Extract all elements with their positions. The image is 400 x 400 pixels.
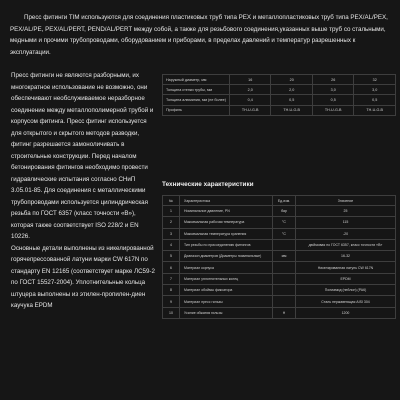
row-value: 115: [296, 217, 396, 228]
row-num: 6: [163, 262, 180, 273]
row-unit: [273, 239, 296, 250]
row-unit: мм: [273, 251, 296, 262]
row-value: 1200: [296, 307, 396, 318]
table-cell: 0,5: [312, 95, 354, 105]
row-value: 16-32: [296, 251, 396, 262]
row-num: 1: [163, 206, 180, 217]
row-name: Усилие обжатия гильзы: [180, 307, 273, 318]
table-cell: 16: [229, 75, 271, 85]
table-row: [163, 296, 396, 307]
intro-paragraph: Пресс фитинги TIM используются для соединения пластиковых труб типа PEX и металлопластиковых труб типа PEX/AL/PEX, PEX/AL/PE, PEX/AL/PERT, PEND/AL/PERT между собой, а также для резьбового соединения,указанных выше труб со стальными, медными и прочими трубопроводами, оборудованием и приборами, в пределах давлений и температур разрешенных к эксплуатации.: [10, 14, 388, 56]
table-row: [163, 228, 396, 239]
row-name: Максимальная рабочая температура: [180, 217, 273, 228]
row-num: 3: [163, 228, 180, 239]
description-paragraph-1: Пресс фитинги не являются разборными, их многократное использование не возможно, они обеспечивают необслуживаемое неразборное соединение между металлополимерной трубой и корпусом фитинга. Пресс фитинг используется для открытого и скрытого методов разводки, фитинг разрешается замоноличивать в строительные конструкции. Перед началом бетонирования фитингов необходимо провести гидравлические испытания согласно СНиП 3.05.01-85. Для соединения с металлическими трубопроводами используется цилиндрическая резьба по ГОСТ 6357 (класс точности «В»), которая также соответствует ISO 228/2 и EN 10226.: [11, 72, 154, 240]
row-name: Номинальное давление, PN: [180, 206, 273, 217]
row-unit: Н: [273, 307, 296, 318]
table-cell: 0,5: [271, 95, 313, 105]
row-value: Полиамид (нейлон) (PA6): [296, 285, 396, 296]
table-cell: TH-U-G-B: [312, 105, 354, 115]
row-value: 25: [296, 206, 396, 217]
row-unit: [273, 296, 296, 307]
row-value: дюймовая по ГОСТ 6357, класс точности «В»: [296, 239, 396, 250]
table-cell: 2,0: [229, 85, 271, 95]
row-value: Сталь нержавеющая AISI 304: [296, 296, 396, 307]
header-num: №: [163, 196, 180, 206]
header-value: Значение: [296, 196, 396, 206]
row-label: Толщина стенки трубы, мм: [163, 85, 230, 95]
description-column: [11, 70, 157, 312]
table-row: [163, 239, 396, 250]
row-name: Материал корпуса: [180, 262, 273, 273]
row-label: Толщина алюминия, мм (не более): [163, 95, 230, 105]
table-row: [163, 206, 396, 217]
row-value: EPDM: [296, 273, 396, 284]
row-num: 2: [163, 217, 180, 228]
table-row: [163, 285, 396, 296]
table-row: [163, 307, 396, 318]
row-unit: [273, 285, 296, 296]
table-row: [163, 251, 396, 262]
table-row: [163, 85, 396, 95]
header-unit: Ед.изм.: [273, 196, 296, 206]
table-cell: 20: [271, 75, 313, 85]
row-num: 5: [163, 251, 180, 262]
table-header-row: [163, 196, 396, 206]
table-row: [163, 273, 396, 284]
row-name: Диапазон диаметров (Диаметры номинальные): [180, 251, 273, 262]
row-num: 9: [163, 296, 180, 307]
row-name: Материал обоймы фиксатора: [180, 285, 273, 296]
table-cell: 3,0: [354, 85, 396, 95]
pipe-dimensions-table: [162, 74, 396, 116]
row-num: 4: [163, 239, 180, 250]
table-row: [163, 75, 396, 85]
table-row: [163, 95, 396, 105]
row-value: Никелированная латунь CW 617N: [296, 262, 396, 273]
row-num: 8: [163, 285, 180, 296]
table-cell: TH-U-G-B: [271, 105, 313, 115]
row-unit: °С: [273, 217, 296, 228]
row-unit: °С: [273, 228, 296, 239]
table-row: [163, 217, 396, 228]
section-title: Технические характеристики: [162, 181, 254, 188]
row-unit: [273, 273, 296, 284]
table-cell: TH-U-G-B: [354, 105, 396, 115]
table-cell: 0,4: [229, 95, 271, 105]
header-name: Характеристика: [180, 196, 273, 206]
table-row: [163, 105, 396, 115]
table-row: [163, 262, 396, 273]
row-name: Материал пресс гильзы: [180, 296, 273, 307]
table-cell: TH-U-G-B: [229, 105, 271, 115]
row-num: 7: [163, 273, 180, 284]
row-unit: бар: [273, 206, 296, 217]
technical-specs-table: [162, 195, 396, 319]
table-cell: 26: [312, 75, 354, 85]
row-name: Тип резьбы по присоединению фитингов: [180, 239, 273, 250]
table-cell: 0,5: [354, 95, 396, 105]
description-paragraph-2: Основные детали выполнены из никелированной горячепрессованной латуни марки CW 617N по стандарту EN 12165 (соответствует марке ЛС59-2 по ГОСТ 15527-2004). Уплотнительные кольца штуцера выполнены из этилен-пропилен-диен каучука EPDM: [11, 244, 155, 309]
row-name: Максимальная температура хранения: [180, 228, 273, 239]
row-value: -20: [296, 228, 396, 239]
table-cell: 32: [354, 75, 396, 85]
row-num: 10: [163, 307, 180, 318]
row-label: Профиль: [163, 105, 230, 115]
row-name: Материал уплотнительных колец: [180, 273, 273, 284]
row-label: Наружный диаметр, мм: [163, 75, 230, 85]
row-unit: [273, 262, 296, 273]
table-cell: 3,0: [312, 85, 354, 95]
table-cell: 2,0: [271, 85, 313, 95]
